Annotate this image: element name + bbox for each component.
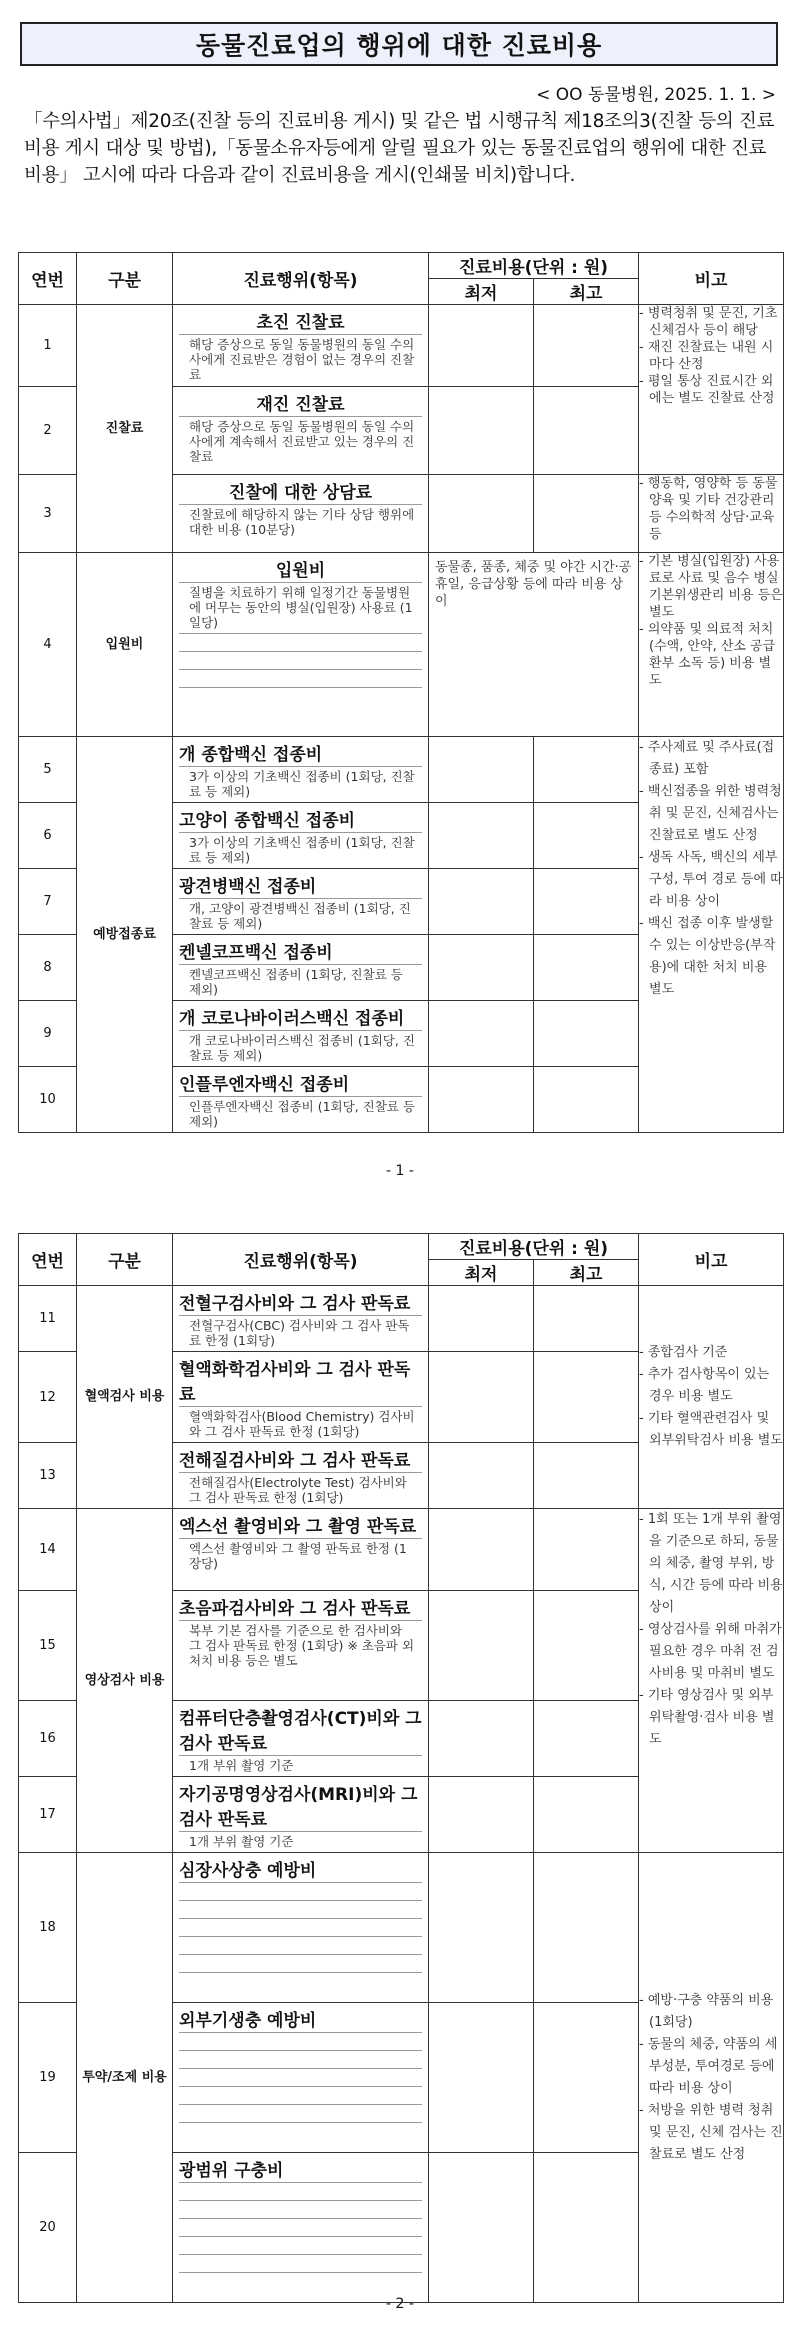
cost-min-cell xyxy=(429,1001,534,1067)
service-title: 재진 진찰료 xyxy=(256,395,345,415)
row-num: 5 xyxy=(19,737,77,803)
cost-min-cell xyxy=(429,2003,534,2153)
blank-line xyxy=(179,687,422,705)
table-row xyxy=(19,305,784,387)
page-number: - 2 - xyxy=(386,2296,414,2312)
row-num: 13 xyxy=(19,1443,77,1509)
blank-line xyxy=(179,2272,422,2290)
table-row xyxy=(19,1509,784,1591)
cost-min-cell xyxy=(429,737,534,803)
service-desc: 3가 이상의 기초백신 접종비 (1회당, 진찰료 등 제외) xyxy=(179,832,422,868)
note-line: - 백신 접종 이후 발생할 수 있는 이상반응(부작용)에 대한 처치 비용 별도 xyxy=(639,916,776,997)
header-min: 최저 xyxy=(429,1260,534,1286)
service-title: 엑스선 촬영비와 그 촬영 판독료 xyxy=(179,1517,417,1537)
note-cell xyxy=(639,737,784,1133)
row-num: 11 xyxy=(19,1286,77,1352)
service-desc: 1개 부위 촬영 기준 xyxy=(179,1831,422,1852)
note-line: - 행동학, 영양학 등 동물 양육 및 기타 건강관리 등 수의학적 상담·교육 등 xyxy=(639,476,778,542)
row-num: 6 xyxy=(19,803,77,869)
service-title: 광견병백신 접종비 xyxy=(179,877,317,897)
cost-max-cell xyxy=(534,1067,639,1133)
note-line: - 백신접종을 위한 병력청취 및 문진, 신체검사는 진찰료로 별도 산정 xyxy=(639,784,782,843)
row-num: 10 xyxy=(19,1067,77,1133)
cost-max-cell xyxy=(534,2153,639,2303)
header-service: 진료행위(항목) xyxy=(173,1234,429,1286)
cost-max-cell xyxy=(534,803,639,869)
category-cell: 입원비 xyxy=(77,553,173,737)
service-desc: 개, 고양이 광견병백신 접종비 (1회당, 진찰료 등 제외) xyxy=(179,898,422,934)
cost-max-cell xyxy=(534,935,639,1001)
service-cell xyxy=(173,737,429,803)
cost-max-cell xyxy=(534,1853,639,2003)
note-cell xyxy=(639,1286,784,1509)
blank-line xyxy=(179,1972,422,1990)
header-num: 연번 xyxy=(19,253,77,305)
blank-line xyxy=(179,633,422,651)
header-note: 비고 xyxy=(639,253,784,305)
cost-min-cell xyxy=(429,387,534,475)
service-cell xyxy=(173,1286,429,1352)
service-desc: 전해질검사(Electrolyte Test) 검사비와 그 검사 판독료 한정 (1회당) xyxy=(179,1472,422,1508)
row-num: 14 xyxy=(19,1509,77,1591)
cost-min-cell xyxy=(429,1591,534,1701)
service-title: 광범위 구충비 xyxy=(179,2161,284,2181)
blank-line xyxy=(179,1918,422,1936)
service-title: 혈액화학검사비와 그 검사 판독료 xyxy=(179,1360,411,1405)
note-line: - 동물의 체중, 약품의 세부성분, 투여경로 등에 따라 비용 상이 xyxy=(639,2036,778,2096)
cost-max-cell xyxy=(534,737,639,803)
service-cell xyxy=(173,1001,429,1067)
header-category: 구분 xyxy=(77,1234,173,1286)
service-desc: 질병을 치료하기 위해 일정기간 동물병원에 머무는 동안의 병실(입원장) 사용료 (1일당) xyxy=(179,582,422,633)
cost-max-cell xyxy=(534,1591,639,1701)
row-num: 8 xyxy=(19,935,77,1001)
cost-min-cell xyxy=(429,1701,534,1777)
service-cell xyxy=(173,1509,429,1591)
blank-line xyxy=(179,2200,422,2218)
cost-min-cell xyxy=(429,475,534,553)
service-desc: 복부 기본 검사를 기준으로 한 검사비와 그 검사 판독료 한정 (1회당) ※ 초음파 외 처치 비용 등은 별도 xyxy=(179,1620,422,1671)
cost-min-cell xyxy=(429,935,534,1001)
service-cell xyxy=(173,553,429,737)
note-cell xyxy=(639,305,784,475)
category-cell: 투약/조제 비용 xyxy=(77,1853,173,2303)
blank-line xyxy=(179,2122,422,2140)
note-cell xyxy=(639,475,784,553)
service-cell xyxy=(173,1443,429,1509)
row-num: 19 xyxy=(19,2003,77,2153)
note-line: - 추가 검사항목이 있는 경우 비용 별도 xyxy=(639,1367,770,1404)
service-cell xyxy=(173,387,429,475)
service-desc: 혈액화학검사(Blood Chemistry) 검사비와 그 검사 판독료 한정 (1회당) xyxy=(179,1406,422,1442)
service-title: 자기공명영상검사(MRI)비와 그 검사 판독료 xyxy=(179,1785,418,1830)
blank-line xyxy=(179,1882,422,1900)
category-cell: 영상검사 비용 xyxy=(77,1509,173,1853)
table-row xyxy=(19,1853,784,2003)
header-min: 최저 xyxy=(429,279,534,305)
header-num: 연번 xyxy=(19,1234,77,1286)
note-line: - 종합검사 기준 xyxy=(639,1345,728,1360)
page-number: - 1 - xyxy=(386,1163,414,1179)
note-line: - 평일 통상 진료시간 외에는 별도 진찰료 산정 xyxy=(639,374,775,406)
row-num: 1 xyxy=(19,305,77,387)
cost-min-cell xyxy=(429,1352,534,1443)
service-cell xyxy=(173,1591,429,1701)
service-title: 컴퓨터단층촬영검사(CT)비와 그 검사 판독료 xyxy=(179,1709,422,1754)
service-title: 인플루엔자백신 접종비 xyxy=(179,1075,350,1095)
service-desc: 켄넬코프백신 접종비 (1회당, 진찰료 등 제외) xyxy=(179,964,422,1000)
service-cell xyxy=(173,935,429,1001)
header-service: 진료행위(항목) xyxy=(173,253,429,305)
cost-max-cell xyxy=(534,387,639,475)
note-line: - 1회 또는 1개 부위 촬영을 기준으로 하되, 동물의 체중, 촬영 부위, 방식, 시간 등에 따라 비용 상이 xyxy=(639,1512,783,1615)
cost-min-cell xyxy=(429,1777,534,1853)
row-num: 20 xyxy=(19,2153,77,2303)
cost-min-cell xyxy=(429,305,534,387)
blank-line xyxy=(179,669,422,687)
service-title: 전혈구검사비와 그 검사 판독료 xyxy=(179,1294,411,1314)
note-line: - 생독 사독, 백신의 세부 구성, 투여 경로 등에 따라 비용 상이 xyxy=(639,850,783,909)
note-cell xyxy=(639,1853,784,2303)
service-title: 초음파검사비와 그 검사 판독료 xyxy=(179,1599,411,1619)
blank-line xyxy=(179,651,422,669)
service-cell xyxy=(173,2153,429,2303)
service-cell xyxy=(173,869,429,935)
service-title: 켄넬코프백신 접종비 xyxy=(179,943,333,963)
cost-merged-cell xyxy=(429,553,639,737)
header-cost: 진료비용(단위 : 원) xyxy=(429,253,639,279)
cost-max-cell xyxy=(534,1443,639,1509)
service-title: 입원비 xyxy=(275,561,326,581)
service-desc: 1개 부위 촬영 기준 xyxy=(179,1755,422,1776)
service-cell xyxy=(173,1853,429,2003)
cost-max-cell xyxy=(534,1352,639,1443)
intro-paragraph: 「수의사법」제20조(진찰 등의 진료비용 게시) 및 같은 법 시행규칙 제18조의3(진찰 등의 진료비용 게시 대상 및 방법),「동물소유자등에게 알릴 필요가 있는 동물진료업의 행위에 대한 진료비용」 고시에 따라 다음과 같이 진료비용을 게시(인쇄물 비치)합니다. xyxy=(24,111,775,186)
row-num: 3 xyxy=(19,475,77,553)
service-title: 전해질검사비와 그 검사 판독료 xyxy=(179,1451,411,1471)
service-desc: 개 코로나바이러스백신 접종비 (1회당, 진찰료 등 제외) xyxy=(179,1030,422,1066)
row-num: 17 xyxy=(19,1777,77,1853)
service-cell xyxy=(173,1777,429,1853)
service-cell xyxy=(173,1352,429,1443)
header-cost: 진료비용(단위 : 원) xyxy=(429,1234,639,1260)
note-line: - 영상검사를 위해 마취가 필요한 경우 마취 전 검사비용 및 마취비 별도 xyxy=(639,1622,782,1681)
row-num: 15 xyxy=(19,1591,77,1701)
blank-line xyxy=(179,2104,422,2122)
service-desc: 인플루엔자백신 접종비 (1회당, 진찰료 등 제외) xyxy=(179,1096,422,1132)
row-num: 9 xyxy=(19,1001,77,1067)
service-title: 심장사상충 예방비 xyxy=(179,1861,317,1881)
cost-max-cell xyxy=(534,1001,639,1067)
service-cell xyxy=(173,305,429,387)
service-desc: 해당 증상으로 동일 동물병원의 동일 수의사에게 진료받은 경험이 없는 경우의 진찰료 xyxy=(179,334,422,385)
header-max: 최고 xyxy=(534,279,639,305)
cost-note: 동물종, 품종, 체중 및 야간 시간·공휴일, 응급상황 등에 따라 비용 상이 xyxy=(435,560,632,609)
note-line: - 기타 영상검사 및 외부위탁촬영·검사 비용 별도 xyxy=(639,1688,775,1747)
cost-min-cell xyxy=(429,1286,534,1352)
note-cell xyxy=(639,1509,784,1853)
row-num: 2 xyxy=(19,387,77,475)
service-title: 개 코로나바이러스백신 접종비 xyxy=(179,1009,405,1029)
note-line: - 재진 진찰료는 내원 시마다 산정 xyxy=(639,340,774,372)
service-cell xyxy=(173,803,429,869)
service-title: 고양이 종합백신 접종비 xyxy=(179,811,356,831)
service-desc: 전혈구검사(CBC) 검사비와 그 검사 판독료 한정 (1회당) xyxy=(179,1315,422,1351)
note-line: - 주사제료 및 주사료(접종료) 포함 xyxy=(639,740,775,777)
cost-max-cell xyxy=(534,1286,639,1352)
dateline: < OO 동물병원, 2025. 1. 1. > xyxy=(536,85,776,105)
blank-line xyxy=(179,1954,422,1972)
service-desc: 3가 이상의 기초백신 접종비 (1회당, 진찰료 등 제외) xyxy=(179,766,422,802)
cost-max-cell xyxy=(534,2003,639,2153)
category-cell: 혈액검사 비용 xyxy=(77,1286,173,1509)
row-num: 4 xyxy=(19,553,77,737)
service-cell xyxy=(173,2003,429,2153)
blank-line xyxy=(179,2032,422,2050)
service-desc: 해당 증상으로 동일 동물병원의 동일 수의사에게 계속해서 진료받고 있는 경우의 진찰료 xyxy=(179,416,422,467)
note-line: - 예방·구충 약품의 비용 (1회당) xyxy=(639,1992,774,2030)
service-title: 진찰에 대한 상담료 xyxy=(228,483,373,503)
row-num: 18 xyxy=(19,1853,77,2003)
service-cell xyxy=(173,475,429,553)
blank-line xyxy=(179,2182,422,2200)
header-max: 최고 xyxy=(534,1260,639,1286)
cost-max-cell xyxy=(534,1509,639,1591)
note-line: - 의약품 및 의료적 처치(수액, 안약, 산소 공급 환부 소독 등) 비용 별도 xyxy=(639,622,776,688)
header-note: 비고 xyxy=(639,1234,784,1286)
category-cell: 예방접종료 xyxy=(77,737,173,1133)
service-title: 초진 진찰료 xyxy=(256,313,345,333)
table-row xyxy=(19,737,784,803)
note-line: - 기타 혈액관련검사 및 외부위탁검사 비용 별도 xyxy=(639,1411,783,1448)
cost-max-cell xyxy=(534,1777,639,1853)
blank-line xyxy=(179,2236,422,2254)
header-category: 구분 xyxy=(77,253,173,305)
table-row xyxy=(19,553,784,737)
table-row xyxy=(19,1286,784,1352)
cost-min-cell xyxy=(429,2153,534,2303)
blank-line xyxy=(179,2254,422,2272)
cost-min-cell xyxy=(429,1067,534,1133)
service-desc: 진찰료에 해당하지 않는 기타 상담 행위에 대한 비용 (10분당) xyxy=(179,504,422,540)
fee-table-page1 xyxy=(18,252,784,1133)
row-num: 7 xyxy=(19,869,77,935)
note-line: - 기본 병실(입원장) 사용료로 사료 및 음수 병실 기본위생관리 비용 등은 별도 xyxy=(639,554,783,620)
service-title: 외부기생충 예방비 xyxy=(179,2011,317,2031)
cost-min-cell xyxy=(429,1509,534,1591)
row-num: 12 xyxy=(19,1352,77,1443)
note-line: - 병력청취 및 문진, 기초신체검사 등이 해당 xyxy=(639,306,778,338)
note-line: - 처방을 위한 병력 청취 및 문진, 신체 검사는 진찰료로 별도 산정 xyxy=(639,2102,783,2162)
blank-line xyxy=(179,2068,422,2086)
cost-max-cell xyxy=(534,305,639,387)
note-cell xyxy=(639,553,784,737)
service-desc: 엑스선 촬영비와 그 촬영 판독료 한정 (1장당) xyxy=(179,1538,422,1574)
fee-table-page2 xyxy=(18,1233,784,2303)
service-cell xyxy=(173,1067,429,1133)
blank-line xyxy=(179,2086,422,2104)
blank-line xyxy=(179,1900,422,1918)
blank-line xyxy=(179,2050,422,2068)
cost-min-cell xyxy=(429,803,534,869)
cost-max-cell xyxy=(534,475,639,553)
category-cell: 진찰료 xyxy=(77,305,173,553)
blank-line xyxy=(179,2218,422,2236)
cost-min-cell xyxy=(429,869,534,935)
cost-min-cell xyxy=(429,1853,534,2003)
service-title: 개 종합백신 접종비 xyxy=(179,745,323,765)
cost-max-cell xyxy=(534,869,639,935)
row-num: 16 xyxy=(19,1701,77,1777)
service-cell xyxy=(173,1701,429,1777)
cost-max-cell xyxy=(534,1701,639,1777)
cost-min-cell xyxy=(429,1443,534,1509)
page-title: 동물진료업의 행위에 대한 진료비용 xyxy=(20,22,778,66)
blank-line xyxy=(179,1936,422,1954)
